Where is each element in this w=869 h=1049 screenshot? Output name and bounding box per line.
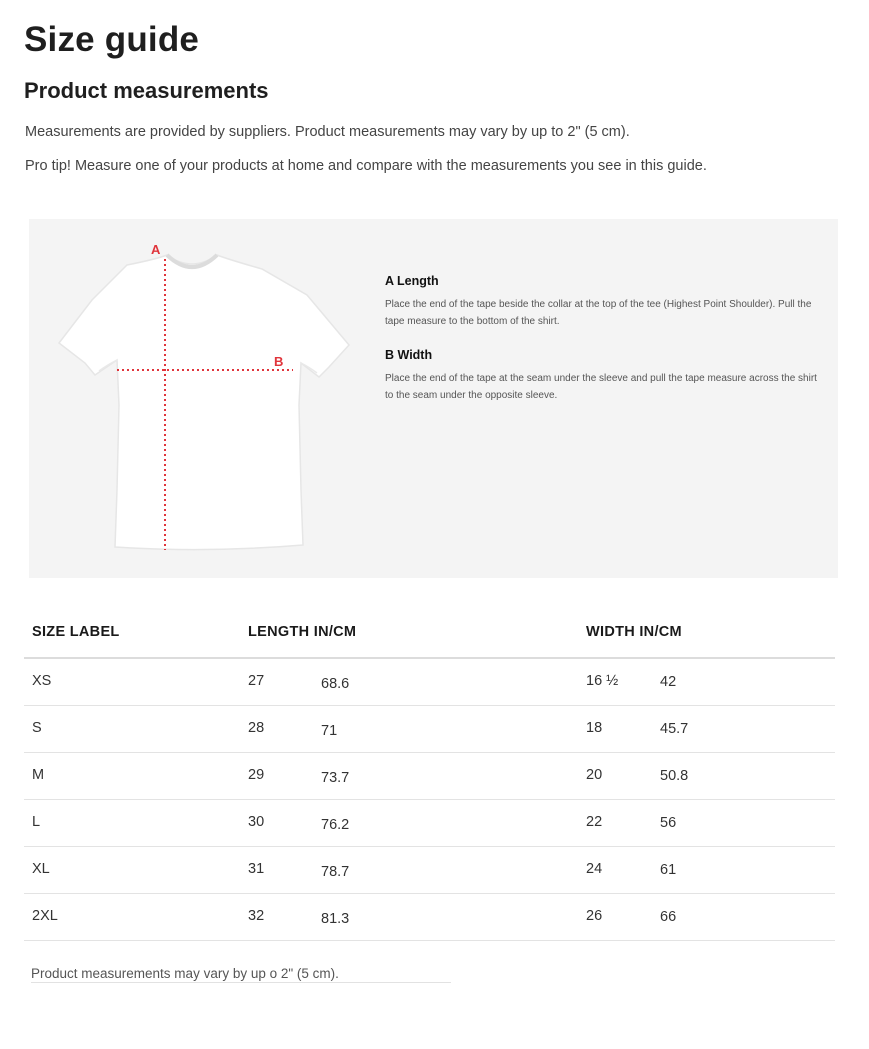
width-in-cell: 18 [586,720,603,736]
table-row [24,800,835,847]
table-header-row [24,609,835,659]
size-cell: 2XL [32,908,58,924]
table-row [24,659,835,706]
width-cm-cell: 50.8 [660,768,689,784]
header-width: WIDTH IN/CM [586,624,682,640]
length-cm-cell: 76.2 [321,817,350,833]
size-table [24,609,835,941]
width-description [385,348,825,404]
length-cm-cell: 78.7 [321,864,350,880]
width-cm-cell: 66 [660,909,677,925]
table-row [24,847,835,894]
width-in-cell: 24 [586,861,603,877]
tshirt-diagram-icon [47,235,357,575]
header-length: LENGTH IN/CM [248,624,357,640]
table-row [24,894,835,941]
intro-text: Measurements are provided by suppliers. Product measurements may vary by up to 2" (5 cm). [25,124,630,140]
length-in-cell: 30 [248,814,265,830]
length-in-cell: 32 [248,908,265,924]
width-in-cell: 16 ½ [586,673,619,689]
width-cm-cell: 61 [660,862,677,878]
size-cell: S [32,720,42,736]
width-in-cell: 26 [586,908,603,924]
page-title: Size guide [24,20,200,59]
length-cm-cell: 68.6 [321,676,350,692]
width-cm-cell: 45.7 [660,721,689,737]
table-row [24,753,835,800]
marker-b-label: B [274,354,284,369]
length-in-cell: 29 [248,767,265,783]
width-in-cell: 20 [586,767,603,783]
width-cm-cell: 42 [660,674,677,690]
marker-a-label: A [151,242,161,257]
measurement-diagram-panel [29,219,838,578]
width-cm-cell: 56 [660,815,677,831]
length-title: A Length [385,274,439,288]
length-description [385,274,825,330]
size-cell: XS [32,673,52,689]
section-title: Product measurements [24,78,269,103]
size-cell: XL [32,861,50,877]
tshirt-shape [59,255,349,550]
width-title: B Width [385,348,433,362]
table-row [24,706,835,753]
size-cell: M [32,767,45,783]
length-in-cell: 27 [248,673,265,689]
pro-tip-text: Pro tip! Measure one of your products at home and compare with the measurements you see in this guide. [25,158,707,174]
length-in-cell: 28 [248,720,265,736]
length-cm-cell: 81.3 [321,911,350,927]
length-cm-cell: 73.7 [321,770,350,786]
width-instructions: Place the end of the tape at the seam under the sleeve and pull the tape measure across the shirt to the seam under the opposite sleeve. [385,373,817,401]
size-cell: L [32,814,41,830]
header-size-label: SIZE LABEL [32,624,120,640]
length-instructions: Place the end of the tape beside the collar at the top of the tee (Highest Point Shoulder). Pull the tape measure to the bottom of the shirt. [385,299,812,327]
length-cm-cell: 71 [321,723,338,739]
footnote: Product measurements may vary by up o 2" (5 cm). [31,966,451,983]
width-in-cell: 22 [586,814,603,830]
length-in-cell: 31 [248,861,265,877]
